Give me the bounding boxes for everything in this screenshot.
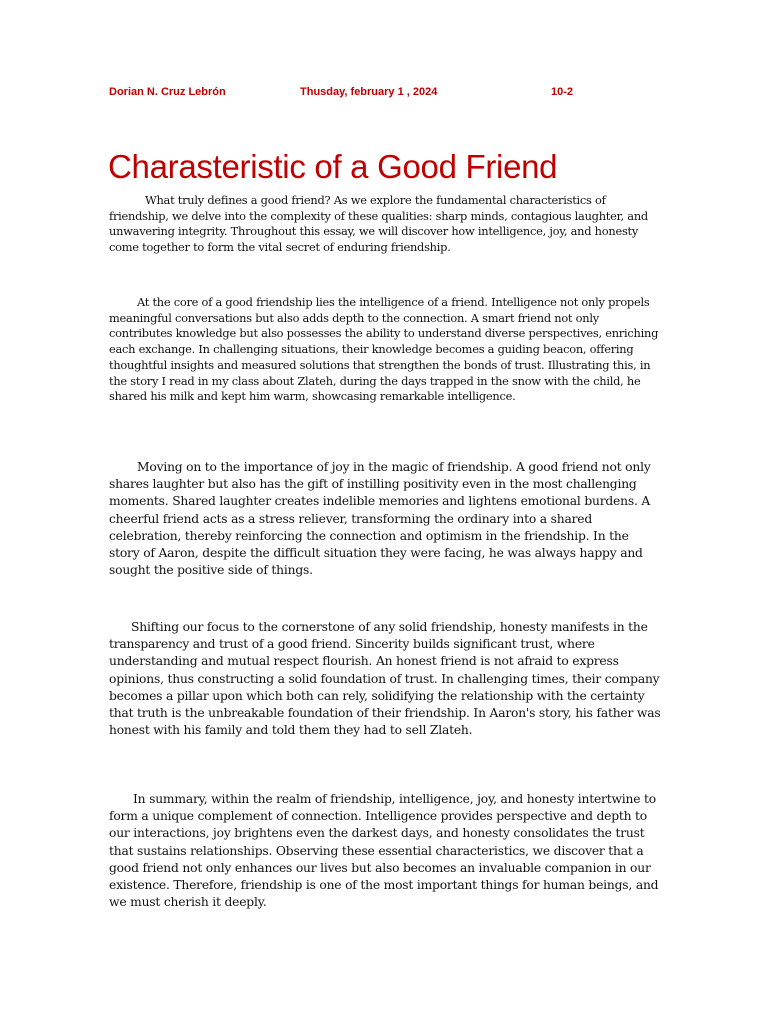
document-date: Thusday, february 1 , 2024: [300, 86, 438, 98]
paragraph-introduction: What truly defines a good friend? As we explore the fundamental characteristics of friendship, we delve into the complexity of these qualities: sharp minds, contagious laughter, and unwavering integrity. Throughout this essay, we will discover how intelligence, joy, and honesty come together to form the vital secret of enduring friendship.: [109, 193, 648, 255]
essay-title: Charasteristic of a Good Friend: [108, 148, 558, 185]
paragraph-honesty: Shifting our focus to the cornerstone of any solid friendship, honesty manifests in the transparency and trust of a good friend. Sincerity builds significant trust, where understanding and mutual respect flourish. An honest friend is not afraid to express opinions, thus constructing a solid foundation of trust. In challenging times, their company becomes a pillar upon which both can rely, solidifying the relationship with the certainty that truth is the unbreakable foundation of their friendship. In Aaron's story, his father was honest with his family and told them they had to sell Zlateh.: [109, 620, 661, 738]
document-header: [0, 86, 768, 104]
paragraph-conclusion: In summary, within the realm of friendship, intelligence, joy, and honesty intertwine to form a unique complement of connection. Intelligence provides perspective and depth to our interactions, joy brightens even the darkest days, and honesty consolidates the trust that sustains relationships. Observing these essential characteristics, we discover that a good friend not only enhances our lives but also becomes an invaluable companion in our existence. Therefore, friendship is one of the most important things for human beings, and we must cherish it deeply.: [109, 792, 659, 910]
class-grade: 10-2: [551, 86, 574, 98]
paragraph-intelligence: At the core of a good friendship lies the intelligence of a friend. Intelligence not only propels meaningful conversations but also adds depth to the connection. A smart friend not only contributes knowledge but also possesses the ability to understand diverse perspectives, enriching each exchange. In challenging situations, their knowledge becomes a guiding beacon, offering thoughtful insights and measured solutions that strengthen the bonds of trust. Illustrating this, in the story I read in my class about Zlateh, during the days trapped in the snow with the child, he shared his milk and kept him warm, showcasing remarkable intelligence.: [109, 295, 659, 404]
paragraph-joy: Moving on to the importance of joy in the magic of friendship. A good friend not only shares laughter but also has the gift of instilling positivity even in the most challenging moments. Shared laughter creates indelible memories and lightens emotional burdens. A cheerful friend acts as a stress reliever, transforming the ordinary into a shared celebration, thereby reinforcing the connection and optimism in the friendship. In the story of Aaron, despite the difficult situation they were facing, he was always happy and sought the positive side of things.: [109, 460, 651, 578]
author-name: Dorian N. Cruz Lebrón: [109, 86, 226, 98]
